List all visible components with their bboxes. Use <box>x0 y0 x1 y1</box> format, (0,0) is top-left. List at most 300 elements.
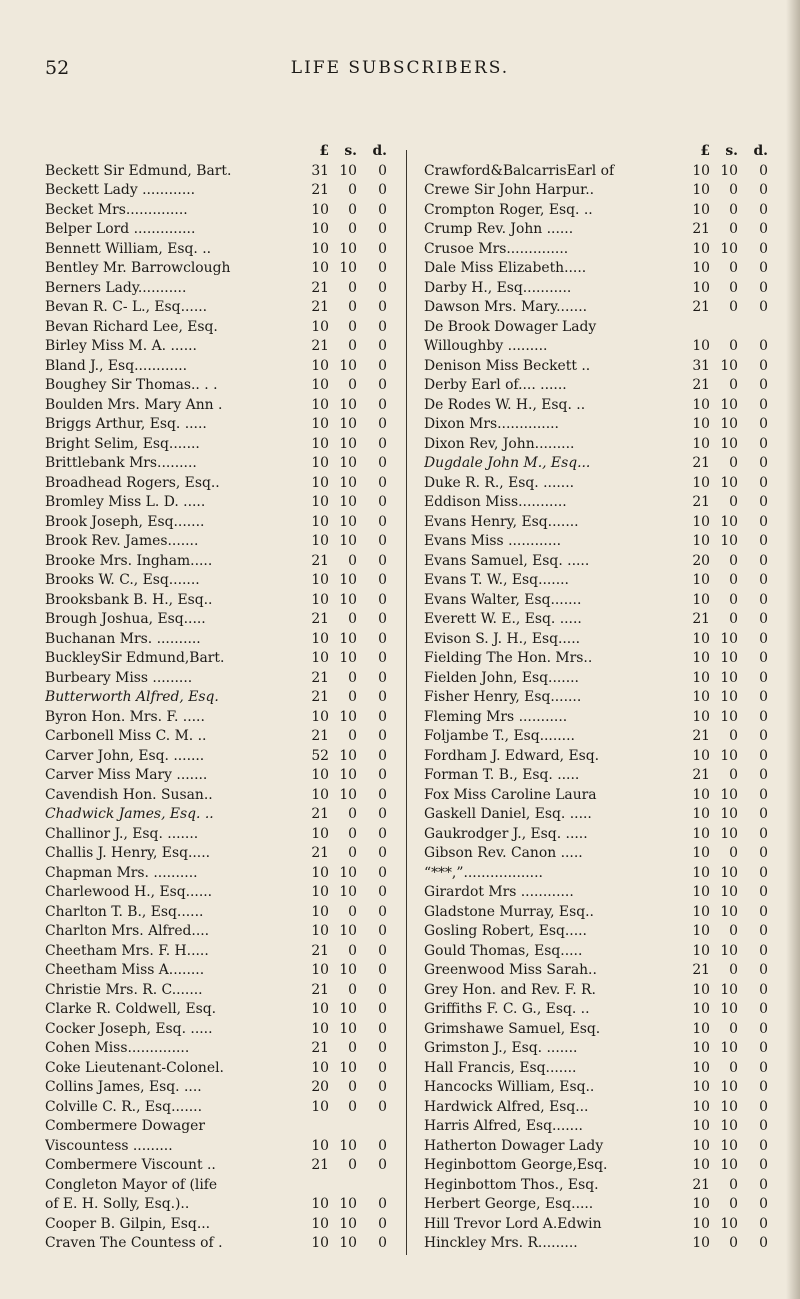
subscriber-row <box>424 747 768 767</box>
pounds-value: 10 <box>692 1157 710 1173</box>
shillings-value: 10 <box>720 357 738 374</box>
column-header <box>45 142 387 162</box>
shillings-value: 0 <box>348 689 357 705</box>
shillings-header: s. <box>725 143 738 159</box>
pounds-value: 10 <box>311 650 329 666</box>
subscriber-name: Gould Thomas, Esq..... <box>424 942 583 959</box>
column-divider <box>406 150 407 1255</box>
pounds-value: 10 <box>692 1137 710 1154</box>
shillings-value: 10 <box>339 786 357 803</box>
subscriber-name: Dugdale John M., Esq... <box>424 455 591 471</box>
subscriber-row <box>424 630 768 650</box>
shillings-value: 0 <box>348 611 357 627</box>
pounds-value: 10 <box>311 318 329 335</box>
subscriber-row <box>424 864 768 884</box>
pounds-value: 10 <box>692 474 710 491</box>
shillings-value: 10 <box>339 1020 357 1037</box>
subscriber-row <box>424 1020 768 1040</box>
subscriber-name: BuckleySir Edmund,Bart. <box>45 650 225 666</box>
pounds-value: 10 <box>692 572 710 588</box>
pence-value: 0 <box>378 1040 387 1056</box>
subscriber-row <box>424 1176 768 1196</box>
subscriber-row <box>424 474 768 494</box>
pounds-value: 10 <box>692 630 710 647</box>
subscriber-row <box>424 1117 768 1137</box>
subscriber-name: Evans Walter, Esq....... <box>424 591 582 608</box>
subscriber-row <box>45 1215 387 1235</box>
pounds-value: 10 <box>692 689 710 705</box>
pounds-value: 10 <box>311 494 329 510</box>
pence-value: 0 <box>759 591 768 608</box>
pounds-value: 21 <box>311 611 329 627</box>
pounds-value: 21 <box>692 299 710 315</box>
shillings-value: 0 <box>729 611 738 627</box>
shillings-value: 10 <box>720 747 738 764</box>
pence-value: 0 <box>759 377 768 393</box>
shillings-value: 0 <box>729 1196 738 1212</box>
subscriber-name: Harris Alfred, Esq....... <box>424 1118 583 1134</box>
pounds-value: 10 <box>311 923 329 939</box>
pence-value: 0 <box>759 806 768 822</box>
pounds-value: 10 <box>692 708 710 725</box>
pounds-value: 31 <box>311 162 329 179</box>
pounds-value: 10 <box>311 221 329 237</box>
subscriber-row <box>45 1059 387 1079</box>
subscriber-name: Forman T. B., Esq. ..... <box>424 767 580 783</box>
subscriber-row <box>45 844 387 864</box>
pence-value: 0 <box>759 299 768 315</box>
subscriber-row <box>424 942 768 962</box>
pounds-value: 21 <box>311 338 329 354</box>
pence-value: 0 <box>759 435 768 452</box>
shillings-value: 10 <box>720 884 738 900</box>
pounds-value: 10 <box>311 1020 329 1037</box>
pounds-value: 10 <box>311 708 329 725</box>
subscriber-name: Carbonell Miss C. M. .. <box>45 728 207 744</box>
shillings-value: 10 <box>720 1079 738 1095</box>
subscriber-row <box>45 1117 387 1137</box>
subscriber-row <box>45 961 387 981</box>
pence-value: 0 <box>378 494 387 510</box>
subscriber-name: Dawson Mrs. Mary....... <box>424 299 588 315</box>
pounds-value: 10 <box>311 1196 329 1212</box>
pounds-value: 10 <box>311 630 329 647</box>
shillings-value: 10 <box>720 1098 738 1115</box>
subscriber-name: Cohen Miss.............. <box>45 1040 190 1056</box>
subscriber-row <box>45 1137 387 1157</box>
pence-value: 0 <box>759 981 768 998</box>
shillings-value: 10 <box>720 669 738 686</box>
subscriber-row <box>45 883 387 903</box>
pence-value: 0 <box>759 1040 768 1056</box>
pounds-value: 10 <box>692 747 710 764</box>
subscriber-name: Charlewood H., Esq...... <box>45 884 213 900</box>
shillings-value: 0 <box>348 279 357 296</box>
pence-value: 0 <box>378 299 387 315</box>
shillings-value: 0 <box>729 201 738 218</box>
subscriber-row <box>45 513 387 533</box>
subscriber-row <box>45 922 387 942</box>
shillings-value: 10 <box>720 1118 738 1134</box>
pounds-value: 21 <box>311 689 329 705</box>
pence-value: 0 <box>378 1098 387 1115</box>
subscriber-name: Clarke R. Coldwell, Esq. <box>45 1001 217 1017</box>
pounds-value: 10 <box>311 455 329 471</box>
shillings-value: 10 <box>720 474 738 491</box>
subscriber-row <box>45 474 387 494</box>
subscriber-row <box>424 259 768 279</box>
pence-value: 0 <box>759 1059 768 1076</box>
subscriber-name: Crompton Roger, Esq. .. <box>424 201 593 218</box>
pounds-value: 10 <box>692 279 710 296</box>
shillings-value: 0 <box>348 903 357 920</box>
shillings-value: 10 <box>339 513 357 530</box>
subscriber-row <box>424 786 768 806</box>
pence-value: 0 <box>759 884 768 900</box>
shillings-value: 0 <box>729 552 738 569</box>
subscriber-name: Carver Miss Mary ....... <box>45 767 208 783</box>
pounds-value: 10 <box>311 591 329 608</box>
subscriber-row <box>45 805 387 825</box>
pence-value: 0 <box>378 318 387 335</box>
pounds-value: 10 <box>692 923 710 939</box>
subscriber-row <box>45 688 387 708</box>
subscriber-name: Combermere Dowager <box>45 1118 206 1134</box>
shillings-value: 0 <box>729 455 738 471</box>
pence-value: 0 <box>759 357 768 374</box>
shillings-value: 10 <box>339 767 357 783</box>
pounds-value: 10 <box>311 1098 329 1115</box>
subscriber-row <box>45 552 387 572</box>
pence-value: 0 <box>378 981 387 998</box>
pounds-value: 10 <box>311 416 329 432</box>
pounds-value: 10 <box>692 981 710 998</box>
pence-value: 0 <box>759 1137 768 1154</box>
subscriber-name: Congleton Mayor of (life <box>45 1176 218 1193</box>
shillings-value: 10 <box>339 1001 357 1017</box>
pence-value: 0 <box>378 357 387 374</box>
subscriber-name: Becket Mrs.............. <box>45 201 188 218</box>
pounds-value: 10 <box>692 533 710 549</box>
subscriber-row <box>45 1176 387 1196</box>
subscriber-name: Charlton T. B., Esq...... <box>45 903 204 920</box>
subscriber-name: Grey Hon. and Rev. F. R. <box>424 981 596 998</box>
subscriber-row <box>45 747 387 767</box>
subscriber-row <box>45 318 387 338</box>
pence-value: 0 <box>759 825 768 842</box>
shillings-value: 10 <box>720 1001 738 1017</box>
shillings-value: 0 <box>729 923 738 939</box>
subscriber-row <box>45 864 387 884</box>
shillings-value: 10 <box>720 689 738 705</box>
pence-value: 0 <box>759 845 768 861</box>
pence-value: 0 <box>759 416 768 432</box>
subscriber-name: Fleming Mrs ........... <box>424 708 568 725</box>
subscriber-name: Greenwood Miss Sarah.. <box>424 962 597 978</box>
pounds-value: 10 <box>311 903 329 920</box>
shillings-value: 10 <box>720 416 738 432</box>
shillings-value: 10 <box>720 942 738 959</box>
subscriber-name: Bennett William, Esq. .. <box>45 240 212 257</box>
pounds-value: 21 <box>692 767 710 783</box>
subscriber-name: Duke R. R., Esq. ....... <box>424 474 575 491</box>
shillings-value: 0 <box>729 1235 738 1251</box>
pounds-value: 10 <box>311 201 329 218</box>
shillings-value: 0 <box>348 669 357 686</box>
pounds-value: 10 <box>311 767 329 783</box>
shillings-value: 10 <box>720 1157 738 1173</box>
pounds-value: 21 <box>692 728 710 744</box>
subscriber-name: Dixon Mrs.............. <box>424 416 559 432</box>
shillings-value: 10 <box>339 747 357 764</box>
shillings-value: 10 <box>720 1215 738 1232</box>
pounds-value: 10 <box>311 1059 329 1076</box>
pounds-value: 21 <box>311 279 329 296</box>
shillings-value: 0 <box>348 182 357 198</box>
subscriber-name: Hill Trevor Lord A.Edwin <box>424 1215 602 1232</box>
subscriber-row <box>424 1137 768 1157</box>
shillings-value: 10 <box>720 162 738 179</box>
right-column <box>424 142 768 1254</box>
shillings-value: 10 <box>720 903 738 920</box>
column-header <box>424 142 768 162</box>
pence-value: 0 <box>378 1001 387 1017</box>
pounds-value: 10 <box>311 962 329 978</box>
subscriber-name: Bentley Mr. Barrowclough <box>45 260 231 276</box>
pence-value: 0 <box>378 884 387 900</box>
subscriber-name: De Rodes W. H., Esq. .. <box>424 396 586 413</box>
shillings-value: 0 <box>729 494 738 510</box>
shillings-value: 0 <box>348 221 357 237</box>
subscriber-row <box>45 903 387 923</box>
subscriber-name: Fielden John, Esq....... <box>424 669 579 686</box>
subscriber-row <box>424 610 768 630</box>
pounds-value: 10 <box>692 162 710 179</box>
pence-value: 0 <box>759 494 768 510</box>
subscriber-row <box>45 1195 387 1215</box>
subscriber-name: Chapman Mrs. .......... <box>45 864 198 881</box>
shillings-value: 0 <box>348 318 357 335</box>
shillings-value: 10 <box>339 1215 357 1232</box>
shillings-value: 10 <box>339 260 357 276</box>
shillings-value: 0 <box>348 845 357 861</box>
subscriber-name: Willoughby ......... <box>424 338 548 354</box>
subscriber-row <box>45 298 387 318</box>
subscriber-name: Viscountess ......... <box>45 1137 173 1154</box>
pence-value: 0 <box>759 260 768 276</box>
subscriber-row <box>45 181 387 201</box>
pounds-value: 10 <box>692 240 710 257</box>
subscriber-name: Fordham J. Edward, Esq. <box>424 747 600 764</box>
pence-value: 0 <box>378 845 387 861</box>
subscriber-name: Evans Henry, Esq....... <box>424 513 579 530</box>
subscriber-row <box>424 708 768 728</box>
subscriber-row <box>45 1234 387 1254</box>
subscriber-row <box>424 981 768 1001</box>
subscriber-name: Boulden Mrs. Mary Ann . <box>45 396 223 413</box>
shillings-value: 10 <box>339 650 357 666</box>
shillings-value: 0 <box>729 591 738 608</box>
left-column <box>45 142 387 1254</box>
pounds-value: 21 <box>311 1157 329 1173</box>
subscriber-row <box>424 162 768 182</box>
pence-value: 0 <box>759 689 768 705</box>
pounds-value: 52 <box>311 747 329 764</box>
shillings-value: 10 <box>720 806 738 822</box>
pence-value: 0 <box>378 513 387 530</box>
shillings-value: 10 <box>720 396 738 413</box>
subscriber-row <box>424 1098 768 1118</box>
subscriber-name: Challinor J., Esq. ....... <box>45 825 199 842</box>
subscriber-row <box>424 649 768 669</box>
pence-value: 0 <box>759 533 768 549</box>
pence-value: 0 <box>759 455 768 471</box>
subscriber-row <box>45 396 387 416</box>
pence-value: 0 <box>759 1235 768 1251</box>
pence-value: 0 <box>759 962 768 978</box>
subscriber-row <box>424 513 768 533</box>
subscriber-row <box>424 571 768 591</box>
shillings-value: 0 <box>348 377 357 393</box>
subscriber-row <box>45 708 387 728</box>
subscriber-row <box>424 1039 768 1059</box>
pence-value: 0 <box>378 396 387 413</box>
subscriber-row <box>424 1215 768 1235</box>
pence-value: 0 <box>378 182 387 198</box>
shillings-value: 0 <box>729 1020 738 1037</box>
subscriber-name: Griffiths F. C. G., Esq. .. <box>424 1001 590 1017</box>
shillings-value: 10 <box>339 630 357 647</box>
shillings-value: 10 <box>339 474 357 491</box>
pounds-value: 10 <box>311 396 329 413</box>
subscriber-name: Bland J., Esq............ <box>45 357 188 374</box>
subscriber-row <box>424 337 768 357</box>
subscriber-row <box>424 825 768 845</box>
subscriber-row <box>45 532 387 552</box>
subscriber-name: Fisher Henry, Esq....... <box>424 689 582 705</box>
subscriber-name: Carver John, Esq. ....... <box>45 747 205 764</box>
pence-value: 0 <box>759 630 768 647</box>
pence-value: 0 <box>759 279 768 296</box>
subscriber-row <box>424 181 768 201</box>
pence-value: 0 <box>759 1001 768 1017</box>
pence-value: 0 <box>378 923 387 939</box>
subscriber-name: Bromley Miss L. D. ..... <box>45 494 206 510</box>
pounds-value: 10 <box>311 864 329 881</box>
subscriber-row <box>424 844 768 864</box>
subscriber-row <box>424 493 768 513</box>
subscriber-name: Challis J. Henry, Esq..... <box>45 845 211 861</box>
subscriber-name: Bevan R. C- L., Esq...... <box>45 299 208 315</box>
shillings-value: 10 <box>339 1137 357 1154</box>
pounds-value: 10 <box>692 1001 710 1017</box>
pounds-value: 10 <box>692 1079 710 1095</box>
pence-value: 0 <box>378 201 387 218</box>
subscriber-name: Cheetham Mrs. F. H..... <box>45 942 209 959</box>
pounds-value: 10 <box>692 1098 710 1115</box>
shillings-value: 10 <box>720 630 738 647</box>
shillings-value: 10 <box>339 708 357 725</box>
subscriber-name: Buchanan Mrs. .......... <box>45 630 201 647</box>
subscriber-name: Evison S. J. H., Esq..... <box>424 630 581 647</box>
shillings-value: 0 <box>348 552 357 569</box>
pounds-header: £ <box>319 143 329 159</box>
pounds-value: 21 <box>311 728 329 744</box>
pounds-value: 10 <box>692 260 710 276</box>
subscriber-name: Burbeary Miss ......... <box>45 669 193 686</box>
subscriber-row <box>45 1000 387 1020</box>
pounds-value: 10 <box>692 1196 710 1212</box>
pounds-value: 31 <box>692 357 710 374</box>
shillings-value: 10 <box>720 1137 738 1154</box>
subscriber-name: Gosling Robert, Esq..... <box>424 923 587 939</box>
subscriber-row <box>45 727 387 747</box>
pence-value: 0 <box>378 669 387 686</box>
subscriber-row <box>424 435 768 455</box>
shillings-value: 10 <box>720 240 738 257</box>
pounds-value: 10 <box>692 513 710 530</box>
pence-value: 0 <box>378 1215 387 1232</box>
subscriber-name: Briggs Arthur, Esq. ..... <box>45 416 207 432</box>
pence-value: 0 <box>378 903 387 920</box>
subscriber-name: Crawford&BalcarrisEarl of <box>424 162 615 179</box>
pounds-value: 10 <box>692 942 710 959</box>
shillings-value: 10 <box>339 455 357 471</box>
pence-value: 0 <box>378 416 387 432</box>
pounds-value: 21 <box>692 962 710 978</box>
pence-value: 0 <box>378 1137 387 1154</box>
pence-value: 0 <box>759 669 768 686</box>
pounds-header: £ <box>700 143 710 159</box>
pence-value: 0 <box>759 611 768 627</box>
page-edge-shadow <box>786 0 800 1299</box>
subscriber-row <box>424 279 768 299</box>
pence-value: 0 <box>759 1118 768 1134</box>
shillings-value: 10 <box>339 864 357 881</box>
pence-header: d. <box>372 143 387 159</box>
pence-value: 0 <box>378 1079 387 1095</box>
pounds-value: 21 <box>311 845 329 861</box>
subscriber-row <box>424 1156 768 1176</box>
pounds-value: 10 <box>692 884 710 900</box>
pounds-value: 10 <box>692 806 710 822</box>
pounds-value: 10 <box>692 338 710 354</box>
shillings-header: s. <box>344 143 357 159</box>
subscriber-row <box>424 532 768 552</box>
subscriber-row <box>45 1098 387 1118</box>
shillings-value: 0 <box>729 182 738 198</box>
pence-value: 0 <box>759 474 768 491</box>
pence-value: 0 <box>759 1176 768 1193</box>
subscriber-name: Brittlebank Mrs......... <box>45 455 197 471</box>
pence-value: 0 <box>378 1157 387 1173</box>
subscriber-name: Grimston J., Esq. ....... <box>424 1040 578 1056</box>
subscriber-row <box>45 337 387 357</box>
subscriber-row <box>424 376 768 396</box>
pence-value: 0 <box>759 650 768 666</box>
shillings-value: 10 <box>720 708 738 725</box>
shillings-value: 0 <box>729 279 738 296</box>
subscriber-name: Chadwick James, Esq. .. <box>45 806 214 822</box>
pence-value: 0 <box>378 864 387 881</box>
shillings-value: 10 <box>720 650 738 666</box>
subscriber-row <box>45 493 387 513</box>
pence-value: 0 <box>759 747 768 764</box>
pence-header: d. <box>753 143 768 159</box>
subscriber-name: Hatherton Dowager Lady <box>424 1137 604 1154</box>
subscriber-name: Gaukrodger J., Esq. ..... <box>424 825 588 842</box>
pence-value: 0 <box>378 630 387 647</box>
